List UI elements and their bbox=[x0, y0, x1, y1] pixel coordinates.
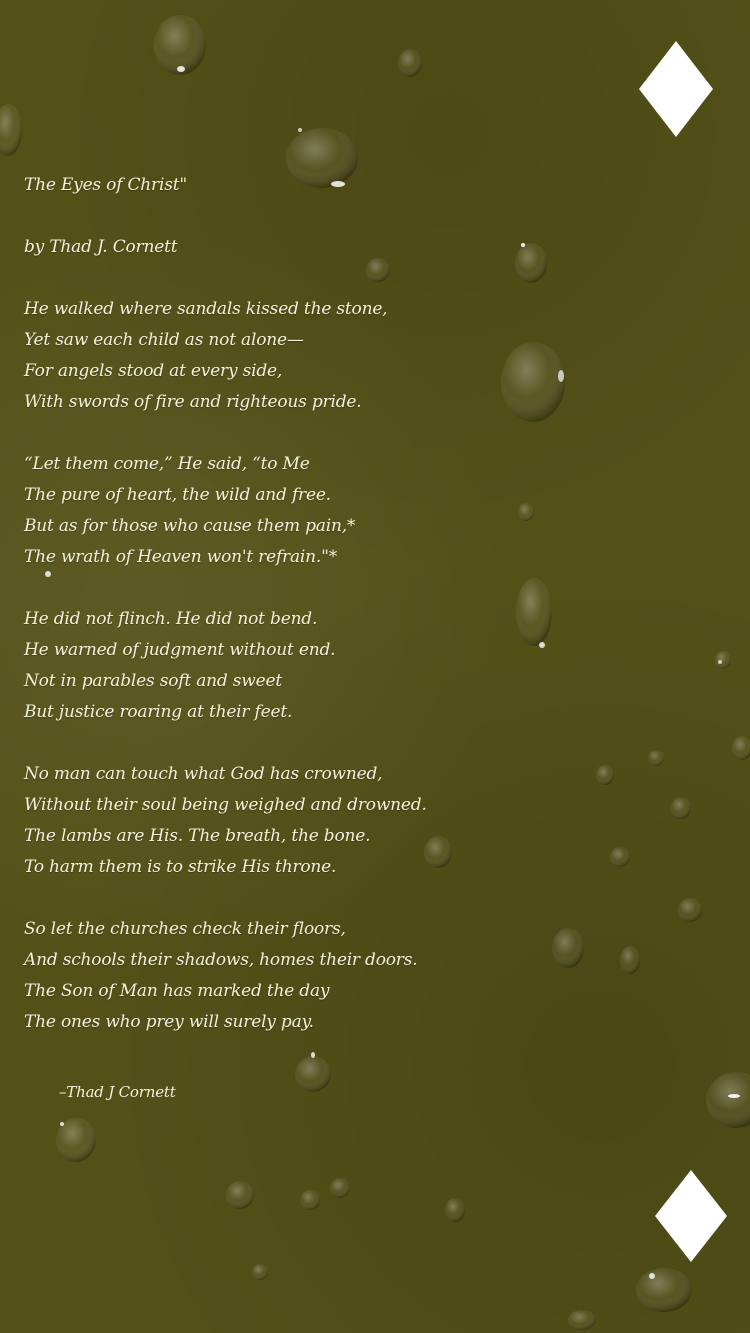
poem-line: He did not flinch. He did not bend. bbox=[24, 609, 318, 629]
poem-line: Not in parables soft and sweet bbox=[24, 671, 283, 691]
white-diamond-icon bbox=[655, 1170, 727, 1262]
poem-signature: –Thad J Cornett bbox=[59, 1083, 176, 1101]
stanza-5 bbox=[24, 914, 584, 1038]
poem-line: To harm them is to strike His throne. bbox=[24, 857, 337, 877]
stanza-3 bbox=[24, 604, 584, 728]
poem-line: Yet saw each child as not alone— bbox=[24, 330, 304, 350]
poem-line: The wrath of Heaven won't refrain."* bbox=[24, 547, 338, 567]
poem-line: He walked where sandals kissed the stone, bbox=[24, 299, 388, 319]
poem-title: The Eyes of Christ" bbox=[24, 175, 187, 195]
poem-line: With swords of fire and righteous pride. bbox=[24, 392, 362, 412]
poem-line: The pure of heart, the wild and free. bbox=[24, 485, 331, 505]
stanza-1 bbox=[24, 294, 584, 418]
stanza-2 bbox=[24, 449, 584, 573]
poem-line: Without their soul being weighed and drowned. bbox=[24, 795, 427, 815]
poem-line: So let the churches check their floors, bbox=[24, 919, 346, 939]
poem-line: The Son of Man has marked the day bbox=[24, 981, 330, 1001]
poem-line: But as for those who cause them pain,* bbox=[24, 516, 356, 536]
stanza-4 bbox=[24, 759, 584, 883]
white-diamond-icon bbox=[639, 41, 713, 137]
poem-line: For angels stood at every side, bbox=[24, 361, 283, 381]
poem-line: “Let them come,” He said, “to Me bbox=[24, 454, 310, 474]
poem-line: No man can touch what God has crowned, bbox=[24, 764, 383, 784]
poem-line: He warned of judgment without end. bbox=[24, 640, 336, 660]
poem-line: The ones who prey will surely pay. bbox=[24, 1012, 314, 1032]
poem-byline: by Thad J. Cornett bbox=[24, 237, 178, 257]
poem-line: And schools their shadows, homes their doors. bbox=[24, 950, 418, 970]
poem-line: But justice roaring at their feet. bbox=[24, 702, 293, 722]
poem-line: The lambs are His. The breath, the bone. bbox=[24, 826, 371, 846]
poem bbox=[24, 170, 584, 1038]
